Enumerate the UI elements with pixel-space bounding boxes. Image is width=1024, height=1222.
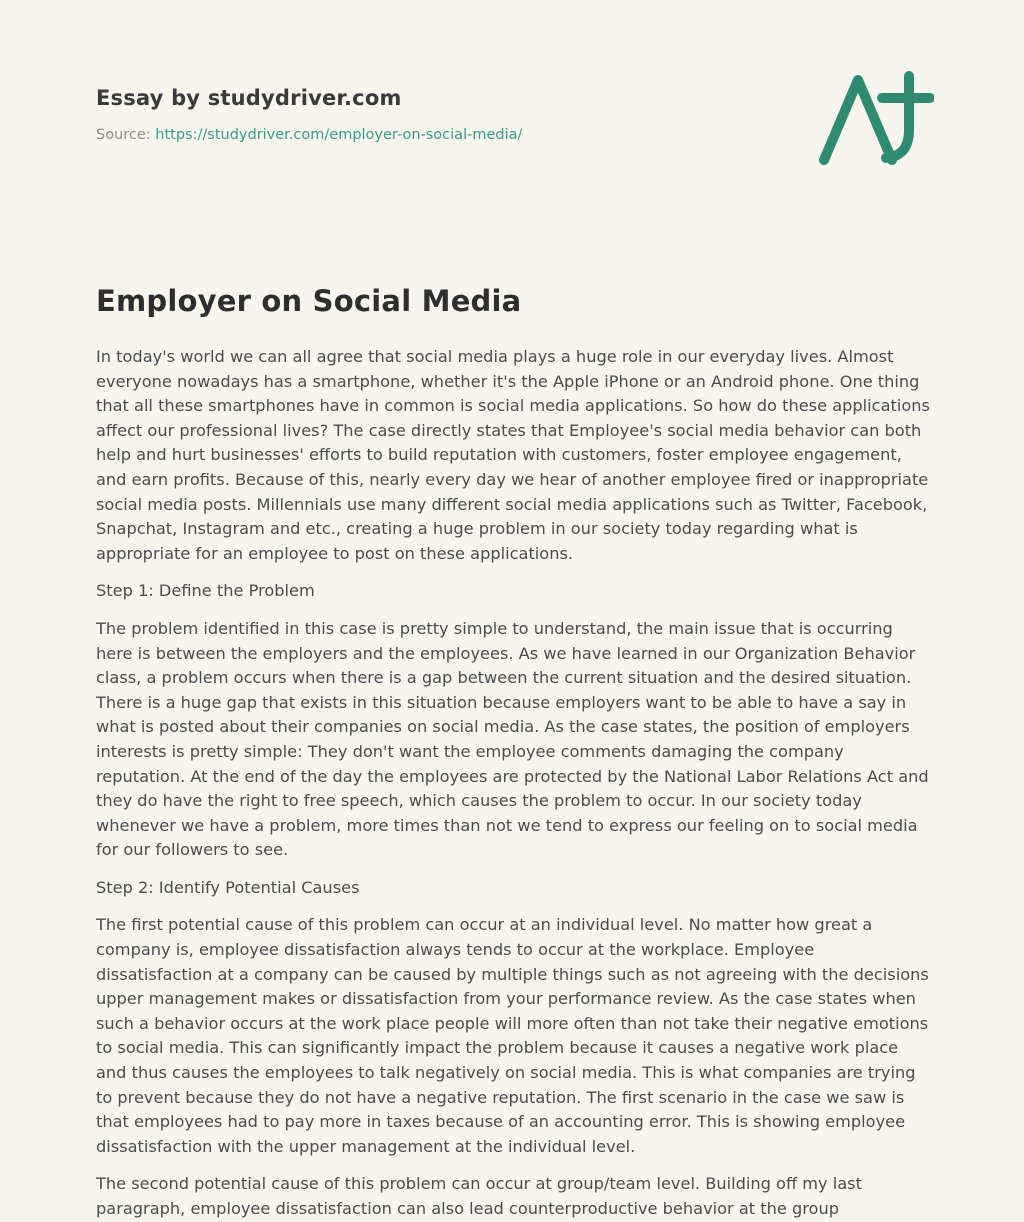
source-link[interactable]: https://studydriver.com/employer-on-social-media/ xyxy=(155,127,523,143)
studydriver-logo-icon xyxy=(816,68,934,170)
essay-by-title: Essay by studydriver.com xyxy=(96,86,402,110)
section-heading-step-2: Step 2: Identify Potential Causes xyxy=(96,877,360,897)
header xyxy=(96,72,928,170)
paragraph-group-level: The second potential cause of this problem can occur at group/team level. Building off my last paragraph, employee dissatisfaction can also lead counterproductive behavior at the group xyxy=(96,1174,862,1218)
paragraph-step-1: The problem identified in this case is pretty simple to understand, the main issue that is occurring here is between the employers and the employees. As we have learned in our Organization Behavior class, a problem occurs when there is a gap between the current situation and the desired situation. There is a huge gap that exists in this situation because employers want to be able to have a say in what is posted about their companies on social media. As the case states, the position of employers interests is pretty simple: They don't want the employee comments damaging the company reputation. At the end of the day the employees are protected by the National Labor Relations Act and they do have the right to free speech, which causes the problem to occur. In our society today whenever we have a problem, more times than not we tend to express our feeling on to social media for our followers to see. xyxy=(96,618,929,860)
header-text xyxy=(96,72,522,143)
source-line xyxy=(96,127,522,143)
section-heading-step-1: Step 1: Define the Problem xyxy=(96,581,315,601)
article-body xyxy=(96,345,932,1222)
page-title: Employer on Social Media xyxy=(96,284,522,318)
paragraph-intro: In today's world we can all agree that social media plays a huge role in our everyday lives. Almost everyone nowadays has a smartphone, whether it's the Apple iPhone or an Android phone. One thing that all these smartphones have in common is social media applications. So how do these applications affect our professional lives? The case directly states that Employee's social media behavior can both help and hurt businesses' efforts to build reputation with customers, foster employee engagement, and earn profits. Because of this, nearly every day we hear of another employee fired or inappropriate social media posts. Millennials use many different social media applications such as Twitter, Facebook, Snapchat, Instagram and etc., creating a huge problem in our society today regarding what is appropriate for an employee to post on these applications. xyxy=(96,347,930,563)
paragraph-step-2: The first potential cause of this problem can occur at an individual level. No matter how great a company is, employee dissatisfaction always tends to occur at the workplace. Employee dissatisfaction at a company can be caused by multiple things such as not agreeing with the decisions upper management makes or dissatisfaction from your performance review. As the case states when such a behavior occurs at the work place people will more often than not take their negative emotions to social media. This can significantly impact the problem because it causes a negative work place and thus causes the employees to talk negatively on social media. This is what companies are trying to prevent because they do not have a negative reputation. The first scenario in the case we saw is that employees had to pay more in taxes because of an accounting error. This is showing employee dissatisfaction with the upper management at the individual level. xyxy=(96,915,929,1156)
source-label: Source: xyxy=(96,127,151,143)
